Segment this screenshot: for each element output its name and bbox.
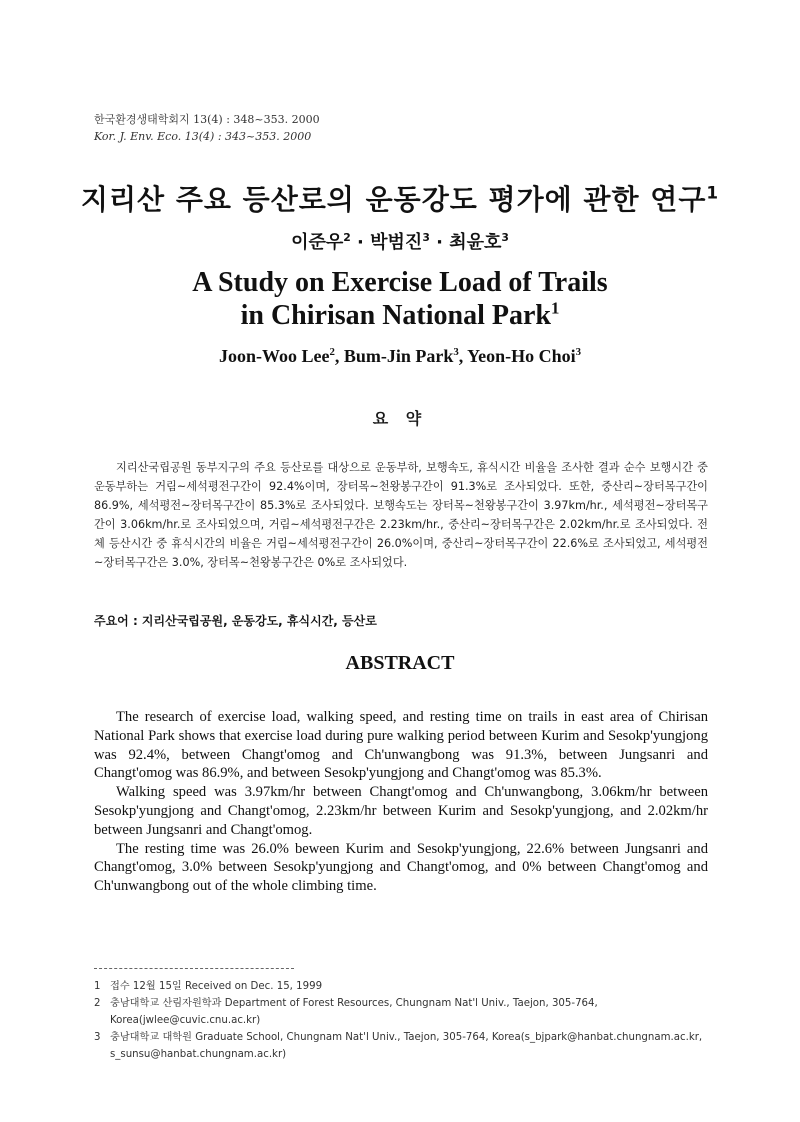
footnote-1-number: 1 [94,981,101,992]
author-separator-en: , [458,346,468,366]
title-english-line-2-text: in Chirisan National Park [240,300,551,331]
author-english-2-affiliation: 3 [453,346,459,358]
title-english-line-1: A Study on Exercise Load of Trails [192,267,608,298]
author-korean-2-affiliation: 3 [422,231,430,244]
author-separator: · [350,232,371,253]
title-korean-footnote-mark: 1 [706,182,720,203]
author-english-3-affiliation: 3 [575,346,582,358]
title-english-footnote-mark: 1 [551,298,560,318]
author-english-2: Bum-Jin Park [343,346,454,366]
author-separator: · [429,232,450,253]
summary-heading: 요 약 [372,409,428,428]
author-korean-1: 이준우 [291,232,344,253]
abstract-heading: ABSTRACT [345,652,455,674]
footnotes [94,978,714,1063]
footnote-2 [94,995,714,1029]
footnote-2-text: 충남대학교 산림자원학과 Department of Forest Resources, Chungnam Nat'l Univ., Taejon, 305-764, Korea(jwlee@cuvic.cnu.ac.kr) [110,998,598,1026]
author-separator-en: , [334,346,344,366]
author-english-1-affiliation: 2 [329,346,335,358]
title-english [0,266,800,332]
keywords: 주요어 : 지리산국립공원, 운동강도, 휴식시간, 등산로 [94,614,377,628]
author-korean-2: 박범진 [370,232,423,253]
footnote-divider [94,968,294,969]
footnote-3-text: 충남대학교 대학원 Graduate School, Chungnam Nat'l Univ., Taejon, 305-764, Korea(s_bjpark@hanbat.chungnam.ac.kr, s_sunsu@hanbat.chungnam.ac.kr) [110,1032,703,1060]
footnote-3-number: 3 [94,1032,101,1043]
footnote-1 [94,978,714,995]
title-english-line-2 [0,299,800,332]
authors-english [0,346,800,367]
author-korean-3-affiliation: 3 [501,231,509,244]
title-korean-text: 지리산 주요 등산로의 운동강도 평가에 관한 연구 [80,183,707,216]
abstract-paragraph-1: The research of exercise load, walking speed, and resting time on trails in east area of Chirisan National Park shows that exercise load during pure walking period between Kurim and Sesokp'yungjong was 92.4%, between Changt'omog and Ch'unwangbong was 91.3%, between Jungsanri and Changt'omog was 86.9%, and between Sesokp'yungjong and Changt'omog was 85.3%. [94,709,708,782]
authors-korean [0,228,800,254]
footnote-3 [94,1029,714,1063]
footnote-1-text: 접수 12월 15일 Received on Dec. 15, 1999 [110,981,323,992]
abstract-paragraph-2: Walking speed was 3.97km/hr between Changt'omog and Ch'unwangbong, 3.06km/hr between Sesokp'yungjong and Changt'omog, 2.23km/hr between Kurim and Sesokp'yungjong, and 2.02km/hr between Jungsanri and Changt'omog. [94,784,708,838]
journal-citation [94,111,320,145]
abstract-body [94,708,708,896]
summary-korean: 지리산국립공원 동부지구의 주요 등산로를 대상으로 운동부하, 보행속도, 휴식시간 비율을 조사한 결과 순수 보행시간 중 운동부하는 거림~세석평전구간이 92.4%이며, 장터목~천왕봉구간이 91.3%로 조사되었다. 또한, 중산리~장터목구간이 86.9%, 세석평전~장터목구간이 85.3%로 조사되었다. 보행속도는 장터목~천왕봉구간이 3.97km/hr., 세석평전~장터목구간이 3.06km/hr.로 조사되었으며, 거림~세석평전구간은 2.23km/hr., 중산리~장터목구간은 2.02km/hr.로 조사되었다. 전체 등산시간 중 휴식시간의 비율은 거림~세석평전구간이 26.0%이며, 중산리~장터목구간이 22.6%로 조사되었고, 세석평전~장터목구간은 3.0%, 장터목~천왕봉구간은 0%로 조사되었다. [94,461,708,569]
author-english-1: Joon-Woo Lee [218,346,330,366]
journal-citation-english: Kor. J. Env. Eco. 13(4) : 343~353. 2000 [94,130,312,143]
author-korean-3: 최윤호 [449,232,502,253]
author-english-3: Yeon-Ho Choi [467,346,576,366]
journal-citation-korean: 한국환경생태학회지 13(4) : 348~353. 2000 [94,113,320,126]
footnote-2-number: 2 [94,998,101,1009]
title-korean [0,178,800,218]
abstract-paragraph-3: The resting time was 26.0% beween Kurim and Sesokp'yungjong, 22.6% between Jungsanri and Changt'omog, 3.0% between Sesokp'yungjong and Changt'omog, and 0% between Changt'omog and Ch'unwangbong out of the whole climbing time. [94,840,708,895]
author-korean-1-affiliation: 2 [343,231,351,244]
